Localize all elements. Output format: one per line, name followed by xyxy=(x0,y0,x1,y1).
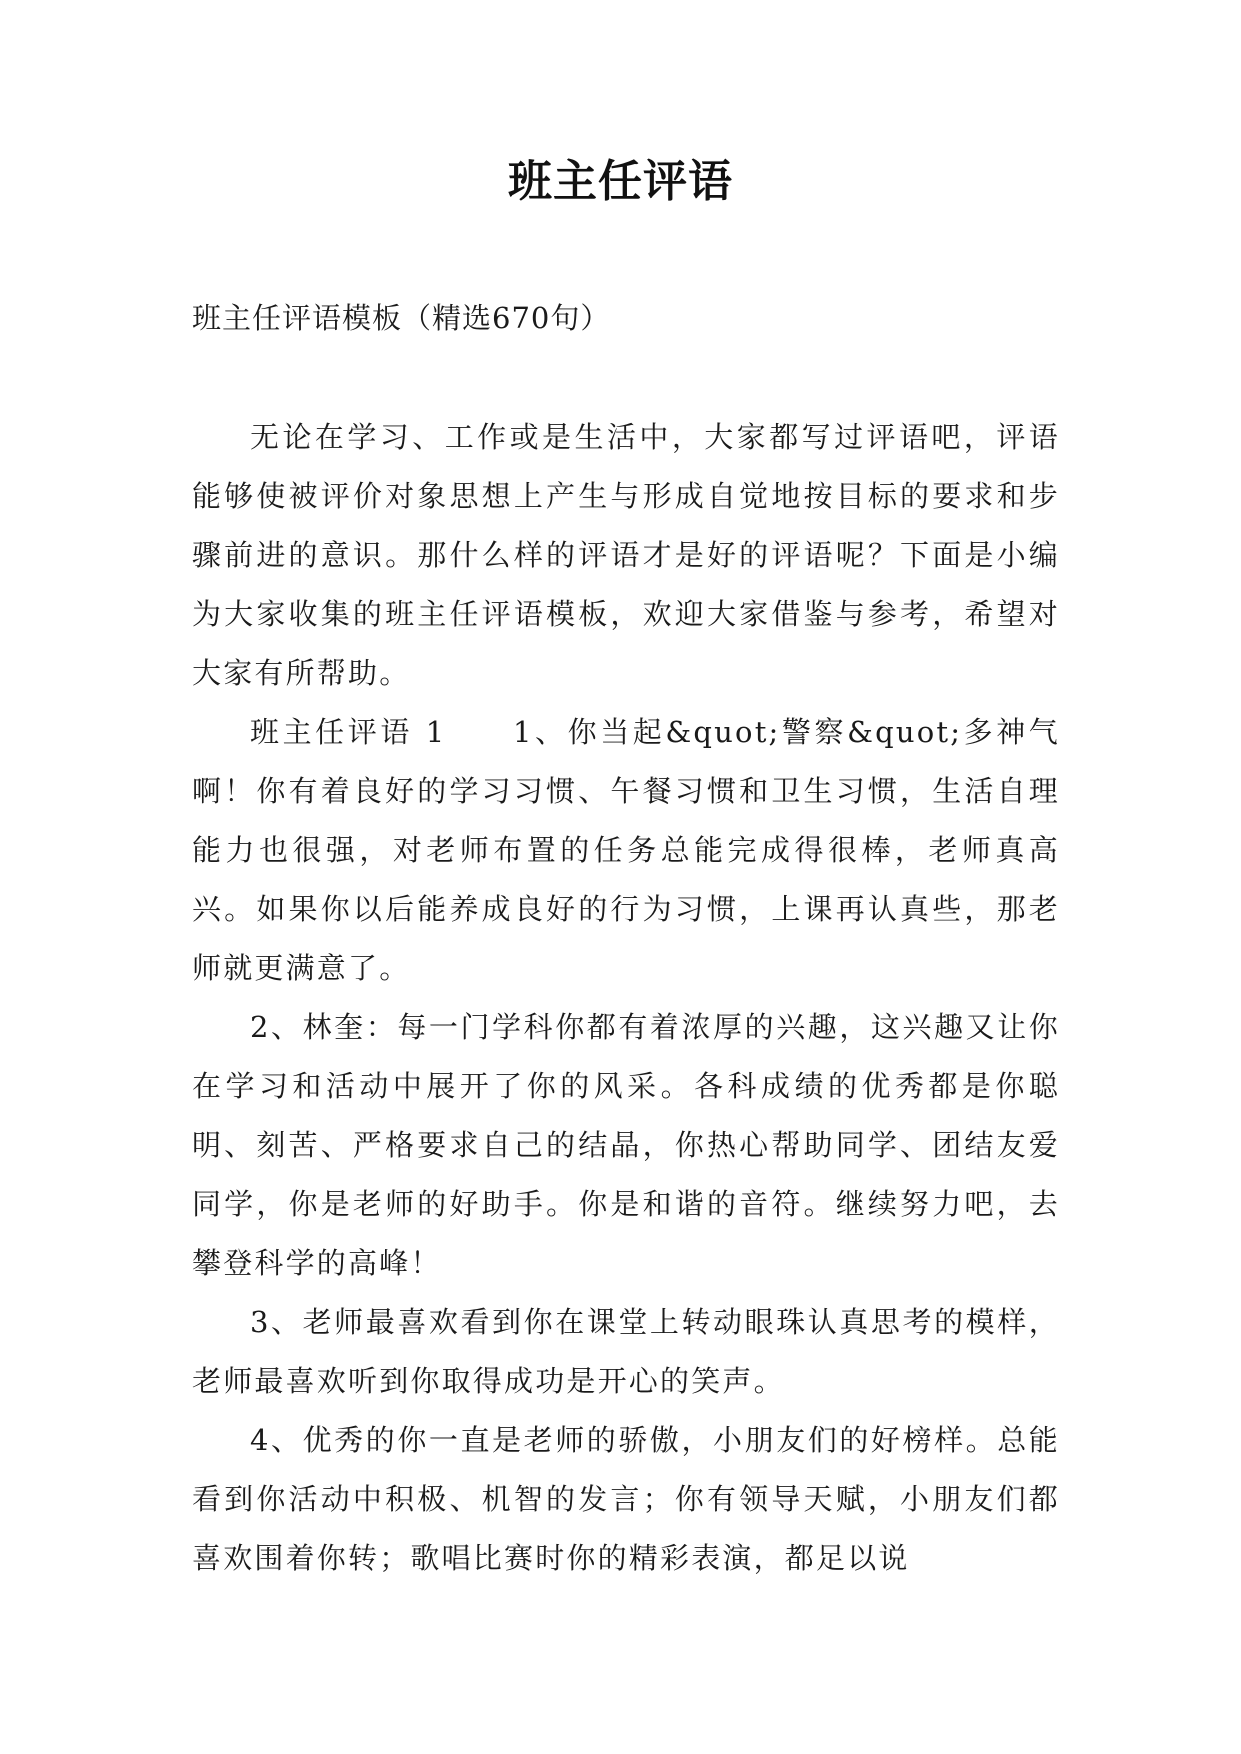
document-title: 班主任评语 xyxy=(508,156,733,207)
document-subtitle: 班主任评语模板（精选670句） xyxy=(192,301,611,335)
paragraph-intro: 无论在学习、工作或是生活中，大家都写过评语吧，评语能够使被评价对象思想上产生与形成自觉地按目标的要求和步骤前进的意识。那什么样的评语才是好的评语呢？下面是小编为大家收集的班主任评语模板，欢迎大家借鉴与参考，希望对大家有所帮助。 xyxy=(192,420,1060,690)
paragraph-comment-2: 2、林奎：每一门学科你都有着浓厚的兴趣，这兴趣又让你在学习和活动中展开了你的风采。各科成绩的优秀都是你聪明、刻苦、严格要求自己的结晶，你热心帮助同学、团结友爱同学，你是老师的好助手。你是和谐的音符。继续努力吧，去攀登科学的高峰！ xyxy=(192,1010,1060,1280)
paragraph-comment-3: 3、老师最喜欢看到你在课堂上转动眼珠认真思考的模样，老师最喜欢听到你取得成功是开心的笑声。 xyxy=(192,1305,1060,1398)
paragraph-comment-1: 班主任评语 1 1、你当起&quot;警察&quot;多神气啊！你有着良好的学习习惯、午餐习惯和卫生习惯，生活自理能力也很强，对老师布置的任务总能完成得很棒，老师真高兴。如果你以后能养成良好的行为习惯，上课再认真些，那老师就更满意了。 xyxy=(192,715,1060,985)
document-body xyxy=(192,408,1060,1588)
paragraph-comment-4: 4、优秀的你一直是老师的骄傲，小朋友们的好榜样。总能看到你活动中积极、机智的发言；你有领导天赋，小朋友们都喜欢围着你转；歌唱比赛时你的精彩表演，都足以说 xyxy=(192,1423,1060,1575)
